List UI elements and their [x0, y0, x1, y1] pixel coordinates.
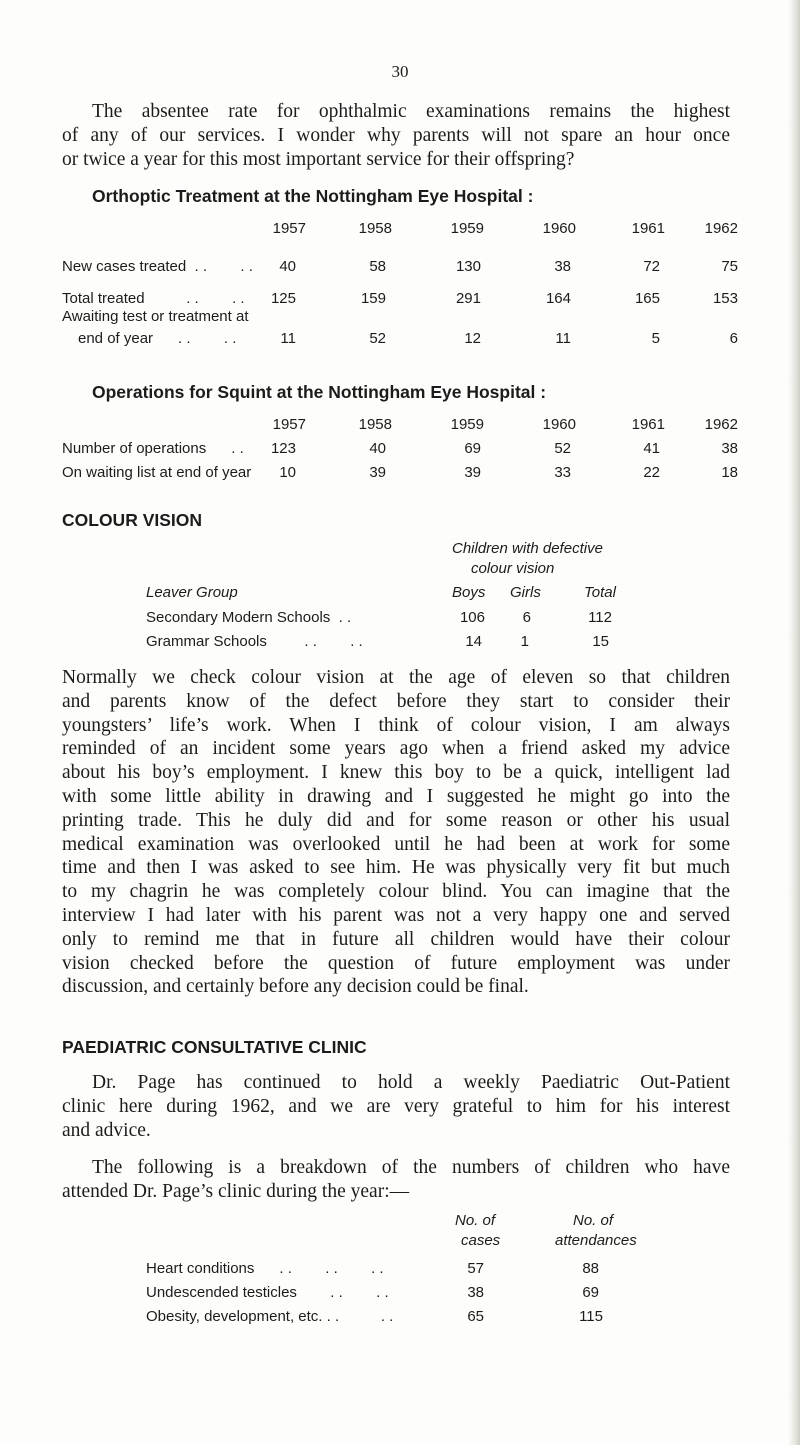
- row-label: end of year . . . .: [78, 330, 237, 347]
- row-label: Secondary Modern Schools . .: [146, 609, 352, 626]
- cell-value: 38: [554, 258, 571, 275]
- year-header: 1962: [704, 416, 738, 433]
- year-header: 1959: [450, 220, 484, 237]
- cell-value: 52: [554, 440, 571, 457]
- cell-value: 123: [270, 440, 296, 457]
- year-header: 1957: [272, 220, 306, 237]
- squint-title: Operations for Squint at the Nottingham Eye Hospital :: [92, 382, 547, 402]
- row-label: Awaiting test or treatment at: [62, 308, 249, 325]
- year-header: 1958: [358, 220, 392, 237]
- paediatric-paragraph-2: [62, 1156, 730, 1204]
- paragraph-line: attended Dr. Page’s clinic during the year:—: [62, 1180, 410, 1202]
- year-header: 1962: [704, 220, 738, 237]
- cell-value: 115: [579, 1308, 603, 1325]
- paragraph-line: about his boy’s employment. I knew this boy to be a quick, intelligent lad: [62, 762, 730, 784]
- cell-value: 41: [643, 440, 660, 457]
- paediatric-heading: PAEDIATRIC CONSULTATIVE CLINIC: [62, 1037, 367, 1057]
- cell-value: 88: [582, 1260, 599, 1277]
- cell-value: 106: [459, 609, 485, 626]
- year-header: 1961: [631, 220, 665, 237]
- page-number: 30: [391, 62, 409, 81]
- paragraph-line: clinic here during 1962, and we are very grateful to him for his interest: [62, 1095, 730, 1117]
- cell-value: 65: [467, 1308, 484, 1325]
- cell-value: 11: [555, 330, 571, 347]
- paragraph-line: youngsters’ life’s work. When I think of colour vision, I am always: [62, 714, 730, 736]
- paragraph-line: and advice.: [62, 1119, 151, 1141]
- paragraph-line: and parents know of the defect before they start to consider their: [62, 690, 730, 712]
- intro-paragraph: [62, 100, 730, 171]
- intro-line: The absentee rate for ophthalmic examinations remains the highest: [92, 101, 730, 122]
- cell-value: 11: [280, 330, 296, 347]
- row-label: Grammar Schools . . . .: [146, 633, 363, 650]
- cell-value: 58: [369, 258, 386, 275]
- column-header-cases: cases: [461, 1232, 501, 1249]
- cell-value: 12: [464, 330, 481, 347]
- row-label: Undescended testicles . . . .: [146, 1284, 389, 1301]
- cell-value: 130: [455, 258, 481, 275]
- cell-value: 10: [279, 464, 296, 481]
- page-edge-shadow: [788, 0, 800, 1445]
- paragraph-line: only to remind me that in future all children would have their colour: [62, 928, 730, 950]
- cell-value: 6: [729, 330, 738, 347]
- group-header: colour vision: [471, 560, 555, 577]
- row-label: Obesity, development, etc. . . . .: [146, 1308, 394, 1325]
- column-header-attendances: No. of: [573, 1212, 614, 1229]
- row-label: On waiting list at end of year: [62, 464, 252, 481]
- cell-value: 18: [721, 464, 738, 481]
- paragraph-line: discussion, and certainly before any decision could be final.: [62, 976, 529, 998]
- paragraph-line: to my chagrin he was completely colour blind. You can imagine that the: [62, 881, 730, 903]
- cell-value: 72: [643, 258, 660, 275]
- paragraph-line: Dr. Page has continued to hold a weekly Paediatric Out-Patient: [92, 1072, 730, 1093]
- intro-line: or twice a year for this most important service for their offspring?: [62, 148, 575, 170]
- cell-value: 40: [279, 258, 296, 275]
- row-label: Number of operations . .: [62, 440, 244, 457]
- year-header: 1960: [542, 220, 576, 237]
- row-label: Total treated . . . .: [62, 290, 245, 307]
- year-header: 1961: [631, 416, 665, 433]
- paragraph-line: interview I had later with his parent was not a very happy one and served: [62, 904, 730, 926]
- cell-value: 69: [582, 1284, 599, 1301]
- cell-value: 112: [588, 609, 612, 626]
- year-header: 1958: [358, 416, 392, 433]
- column-header-girls: Girls: [510, 584, 541, 601]
- cell-value: 153: [712, 290, 738, 307]
- cell-value: 164: [545, 290, 571, 307]
- paediatric-paragraph-1: [62, 1071, 730, 1142]
- cell-value: 75: [721, 258, 738, 275]
- row-label: New cases treated . . . .: [62, 258, 253, 275]
- cell-value: 39: [369, 464, 386, 481]
- colour-vision-heading: COLOUR VISION: [62, 510, 203, 530]
- cell-value: 159: [360, 290, 386, 307]
- cell-value: 22: [643, 464, 660, 481]
- year-header: 1957: [272, 416, 306, 433]
- paragraph-line: vision checked before the question of future employment was under: [62, 952, 730, 974]
- cell-value: 38: [467, 1284, 484, 1301]
- cell-value: 40: [369, 440, 386, 457]
- year-header: 1959: [450, 416, 484, 433]
- column-header-boys: Boys: [452, 584, 486, 601]
- paragraph-line: time and then I was asked to see him. He was physically very fit but much: [62, 857, 730, 879]
- intro-line: of any of our services. I wonder why parents will not spare an hour once: [62, 124, 730, 146]
- year-header: 1960: [542, 416, 576, 433]
- colour-vision-paragraph: [62, 666, 730, 999]
- paragraph-line: printing trade. This he duly did and for some reason or other his usual: [62, 809, 730, 831]
- cell-value: 6: [522, 609, 531, 626]
- paragraph-line: medical examination was overlooked until he had been at work for some: [62, 833, 730, 855]
- cell-value: 1: [520, 633, 529, 650]
- group-header: Children with defective: [452, 540, 603, 557]
- cell-value: 165: [634, 290, 660, 307]
- column-header-cases: No. of: [455, 1212, 496, 1229]
- cell-value: 57: [467, 1260, 484, 1277]
- paragraph-line: reminded of an incident some years ago when a friend asked my advice: [62, 738, 730, 760]
- cell-value: 33: [554, 464, 571, 481]
- cell-value: 291: [455, 290, 481, 307]
- cell-value: 5: [651, 330, 660, 347]
- paragraph-line: Normally we check colour vision at the age of eleven so that children: [62, 667, 730, 688]
- column-header-leaver: Leaver Group: [146, 584, 238, 601]
- column-header-attendances: attendances: [555, 1232, 637, 1249]
- column-header-total: Total: [584, 584, 616, 601]
- cell-value: 15: [592, 633, 609, 650]
- cell-value: 14: [465, 633, 482, 650]
- cell-value: 69: [464, 440, 481, 457]
- cell-value: 125: [270, 290, 296, 307]
- paragraph-line: The following is a breakdown of the numbers of children who have: [92, 1157, 730, 1178]
- paragraph-line: with some little ability in drawing and I suggested he might go into the: [62, 785, 730, 807]
- row-label: Heart conditions . . . . . .: [146, 1260, 384, 1277]
- cell-value: 39: [464, 464, 481, 481]
- cell-value: 52: [369, 330, 386, 347]
- cell-value: 38: [721, 440, 738, 457]
- orthoptic-title: Orthoptic Treatment at the Nottingham Eye Hospital :: [92, 186, 534, 206]
